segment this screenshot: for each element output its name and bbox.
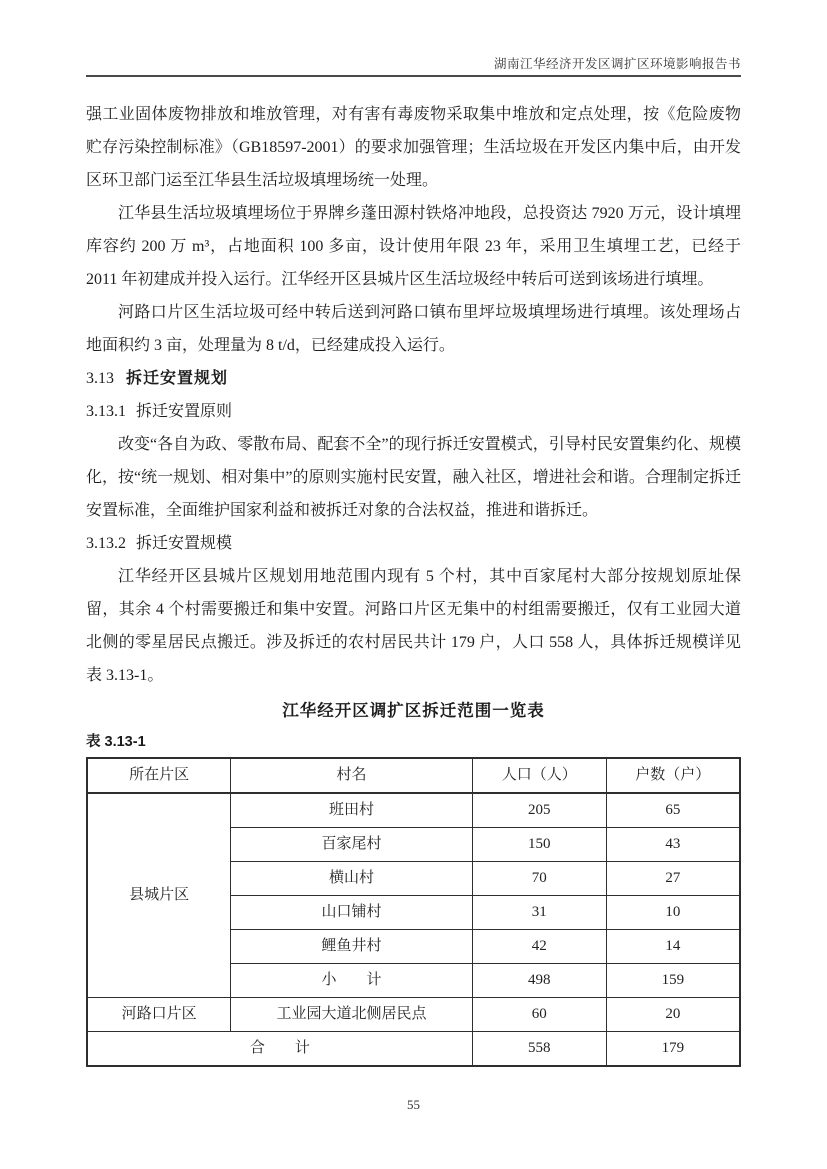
col-header-population: 人口（人） xyxy=(472,758,606,793)
cell-village: 百家尾村 xyxy=(231,828,473,862)
cell-population: 70 xyxy=(472,862,606,896)
heading-number: 3.13 xyxy=(86,370,114,387)
table-label: 表 3.13-1 xyxy=(86,734,146,750)
heading-text: 拆迁安置规模 xyxy=(136,535,233,552)
paragraph-heluokou: 河路口片区生活垃圾可经中转后送到河路口镇布里坪垃圾填埋场进行填埋。该处理场占地面积约 3 亩，处理量为 8 t/d，已经建成投入运行。 xyxy=(86,304,741,354)
cell-households: 27 xyxy=(606,862,740,896)
cell-district-county: 县城片区 xyxy=(87,793,231,998)
cell-village: 横山村 xyxy=(231,862,473,896)
heading-number: 3.13.1 xyxy=(86,403,126,420)
cell-households: 65 xyxy=(606,793,740,828)
cell-population: 42 xyxy=(472,930,606,964)
cell-households: 20 xyxy=(606,998,740,1032)
section-heading-3-13 xyxy=(86,362,741,395)
cell-village: 班田村 xyxy=(231,793,473,828)
cell-population: 31 xyxy=(472,896,606,930)
heading-number: 3.13.2 xyxy=(86,535,126,552)
page-number: 55 xyxy=(407,1097,420,1112)
cell-population: 60 xyxy=(472,998,606,1032)
cell-households: 159 xyxy=(606,964,740,998)
cell-population: 150 xyxy=(472,828,606,862)
header-rule xyxy=(86,75,741,77)
table-row xyxy=(87,793,740,828)
col-header-households: 户数（户） xyxy=(606,758,740,793)
table-header-row xyxy=(87,758,740,793)
section-heading-3-13-2 xyxy=(86,527,741,560)
heading-text: 拆迁安置规划 xyxy=(126,370,229,387)
cell-district-heluokou: 河路口片区 xyxy=(87,998,231,1032)
cell-total-label: 合 计 xyxy=(87,1032,472,1067)
cell-population: 498 xyxy=(472,964,606,998)
cell-households: 43 xyxy=(606,828,740,862)
heading-text: 拆迁安置原则 xyxy=(136,403,233,420)
total-row xyxy=(87,1032,740,1067)
paragraph-scale: 江华经开区县城片区规划用地范围内现有 5 个村，其中百家尾村大部分按规划原址保留，其余 4 个村需要搬迁和集中安置。河路口片区无集中的村组需要搬迁，仅有工业园大道北侧的零星居民点搬迁。涉及拆迁的农村居民共计 179 户，人口 558 人，具体拆迁规模详见表 3.13-1。 xyxy=(86,568,741,684)
cell-households: 14 xyxy=(606,930,740,964)
cell-population: 205 xyxy=(472,793,606,828)
page-footer xyxy=(0,1097,827,1113)
cell-population: 558 xyxy=(472,1032,606,1067)
cell-village: 山口铺村 xyxy=(231,896,473,930)
table-title: 江华经开区调扩区拆迁范围一览表 xyxy=(282,702,545,720)
cell-households: 179 xyxy=(606,1032,740,1067)
header-title: 湖南江华经济开发区调扩区环境影响报告书 xyxy=(493,57,741,71)
content-area xyxy=(86,98,741,1067)
cell-village: 工业园大道北侧居民点 xyxy=(231,998,473,1032)
page-header xyxy=(86,54,741,72)
paragraph-principles: 改变“各自为政、零散布局、配套不全”的现行拆迁安置模式，引导村民安置集约化、规模化，按“统一规划、相对集中”的原则实施村民安置，融入社区，增进社会和谐。合理制定拆迁安置标准，全面维护国家利益和被拆迁对象的合法权益，推进和谐拆迁。 xyxy=(86,436,741,519)
paragraph-landfill: 江华县生活垃圾填埋场位于界牌乡蓬田源村铁烙冲地段，总投资达 7920 万元，设计填埋库容约 200 万 m³，占地面积 100 多亩，设计使用年限 23 年，采用卫生填埋工艺，已经于 2011 年初建成并投入运行。江华经开区县城片区生活垃圾经中转后可送到该场进行填埋。 xyxy=(86,205,741,288)
section-heading-3-13-1 xyxy=(86,395,741,428)
paragraph-continuation: 强工业固体废物排放和堆放管理，对有害有毒废物采取集中堆放和定点处理，按《危险废物贮存污染控制标准》（GB18597-2001）的要求加强管理；生活垃圾在开发区内集中后，由开发区环卫部门运至江华县生活垃圾填埋场统一处理。 xyxy=(86,106,741,189)
cell-subtotal-label: 小 计 xyxy=(231,964,473,998)
cell-households: 10 xyxy=(606,896,740,930)
col-header-district: 所在片区 xyxy=(87,758,231,793)
table-row xyxy=(87,998,740,1032)
cell-village: 鲤鱼井村 xyxy=(231,930,473,964)
col-header-village: 村名 xyxy=(231,758,473,793)
relocation-table xyxy=(86,757,741,1067)
